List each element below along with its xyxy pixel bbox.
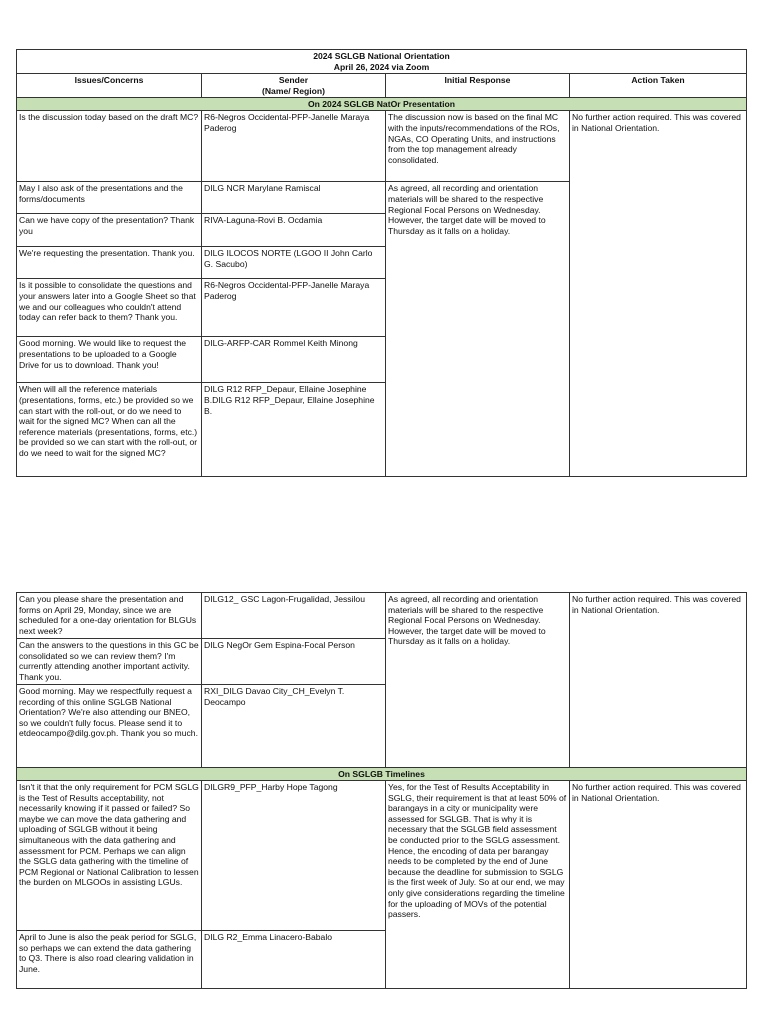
sender-cell: DILG R2_Emma Linacero-Babalo (202, 931, 386, 989)
sender-cell: DILG NCR Marylane Ramiscal (202, 182, 386, 214)
table-row (17, 781, 747, 931)
sender-cell: RIVA-Laguna-Rovi B. Ocdamia (202, 214, 386, 247)
action-cell: No further action required. This was covered in National Orientation. (570, 593, 747, 768)
header-action: Action Taken (570, 74, 747, 98)
sender-cell: RXI_DILG Davao City_CH_Evelyn T. Deocampo (202, 685, 386, 768)
concerns-table-1 (16, 49, 747, 477)
sender-cell: R6-Negros Occidental-PFP-Janelle Maraya Paderog (202, 279, 386, 337)
issue-cell: Isn't it that the only requirement for PCM SGLG is the Test of Results acceptability, not necessarily knowing if it passed or failed? So maybe we can move the data gathering and uploading of SGLGB without it being simultaneous with the data gathering and assessment for PCM. Perhaps we can align the SGLG data gathering with the timeline of PCM Regional or National Calibration to lessen the burden on MLGOOs in assisting LGUs. (17, 781, 202, 931)
response-cell: The discussion now is based on the final MC with the inputs/recommendations of the ROs, NGAs, CO Operating Units, and instructions from the top management already consolidated. (386, 111, 570, 182)
issue-cell: April to June is also the peak period for SGLG, so perhaps we can extend the data gathering to Q3. There is also road clearing validation in June. (17, 931, 202, 989)
sender-cell: DILG-ARFP-CAR Rommel Keith Minong (202, 337, 386, 383)
sender-cell: DILG R12 RFP_Depaur, Ellaine Josephine B.DILG R12 RFP_Depaur, Ellaine Josephine B. (202, 383, 386, 477)
issue-cell: We're requesting the presentation. Thank you. (17, 247, 202, 279)
section-heading: On 2024 SGLGB NatOr Presentation (17, 98, 747, 111)
section-row (17, 768, 747, 781)
sender-cell: DILG NegOr Gem Espina-Focal Person (202, 639, 386, 685)
issue-cell: Is it possible to consolidate the questions and your answers later into a Google Sheet so that we and our colleagues who couldn't attend today can refer back to them? Thank you. (17, 279, 202, 337)
issue-cell: Good morning. May we respectfully request a recording of this online SGLGB National Orientation? We're also attending our BNEO, so we couldn't fully focus. Please send it to etdeocampo@dilg.gov.ph. Thank you so much. (17, 685, 202, 768)
header-sender-line-1: Sender (278, 75, 309, 86)
action-cell: No further action required. This was covered in National Orientation. (570, 781, 747, 989)
issue-cell: Can the answers to the questions in this GC be consolidated so we can review them? I'm currently attending another important activity. Thank you. (17, 639, 202, 685)
response-cell: As agreed, all recording and orientation materials will be shared to the respective Regional Focal Persons on Wednesday. However, the target date will be moved to Thursday as it falls on a holiday. (386, 593, 570, 768)
header-row (17, 74, 747, 98)
issue-cell: When will all the reference materials (presentations, forms, etc.) be provided so we can start with the roll-out, or do we need to wait for the signed MC? When can all the reference materials (presentations, forms, etc.) be provided so we can start with the roll-out, or do we need to wait for the signed MC? (17, 383, 202, 477)
issue-cell: May I also ask of the presentations and the forms/documents (17, 182, 202, 214)
table-row (17, 593, 747, 639)
response-cell: Yes, for the Test of Results Acceptability in SGLG, their requirement is that at least 50% of barangays in a city or municipality were assessed for SGLGB. That is why it is necessary that the SGLGB field assessment be conducted prior to the SGLG assessment. Hence, the encoding of data per barangay needs to be completed by the end of June because the deadline for submission to SGLG is the first week of July. So at our end, we may only give considerations regarding the timeline for the uploading of MOVs of the potential passers. (386, 781, 570, 989)
sender-cell: DILG ILOCOS NORTE (LGOO II John Carlo G. Sacubo) (202, 247, 386, 279)
issue-cell: Can you please share the presentation and forms on April 29, Monday, since we are scheduled for a one-day orientation for BLGUs next week? (17, 593, 202, 639)
sender-cell: R6-Negros Occidental-PFP-Janelle Maraya Paderog (202, 111, 386, 182)
header-sender-line-2: (Name/ Region) (261, 85, 326, 96)
section-row (17, 98, 747, 111)
section-heading: On SGLGB Timelines (17, 768, 747, 781)
action-cell: No further action required. This was covered in National Orientation. (570, 111, 747, 477)
title-line-2: April 26, 2024 via Zoom (333, 61, 430, 72)
issue-cell: Good morning. We would like to request the presentations to be uploaded to a Google Drive for us to download. Thank you! (17, 337, 202, 383)
sender-cell: DILG12_ GSC Lagon-Frugalidad, Jessilou (202, 593, 386, 639)
issue-cell: Is the discussion today based on the draft MC? (17, 111, 202, 182)
table-row (17, 111, 747, 182)
header-issues: Issues/Concerns (17, 74, 202, 98)
sender-cell: DILGR9_PFP_Harby Hope Tagong (202, 781, 386, 931)
issue-cell: Can we have copy of the presentation? Thank you (17, 214, 202, 247)
response-cell: As agreed, all recording and orientation materials will be shared to the respective Regional Focal Persons on Wednesday. However, the target date will be moved to Thursday as it falls on a holiday. (386, 182, 570, 477)
header-sender (202, 74, 386, 98)
table-title (17, 50, 747, 74)
header-response: Initial Response (386, 74, 570, 98)
concerns-table-2 (16, 592, 747, 989)
title-line-1: 2024 SGLGB National Orientation (313, 51, 450, 61)
table-title-row (17, 50, 747, 74)
